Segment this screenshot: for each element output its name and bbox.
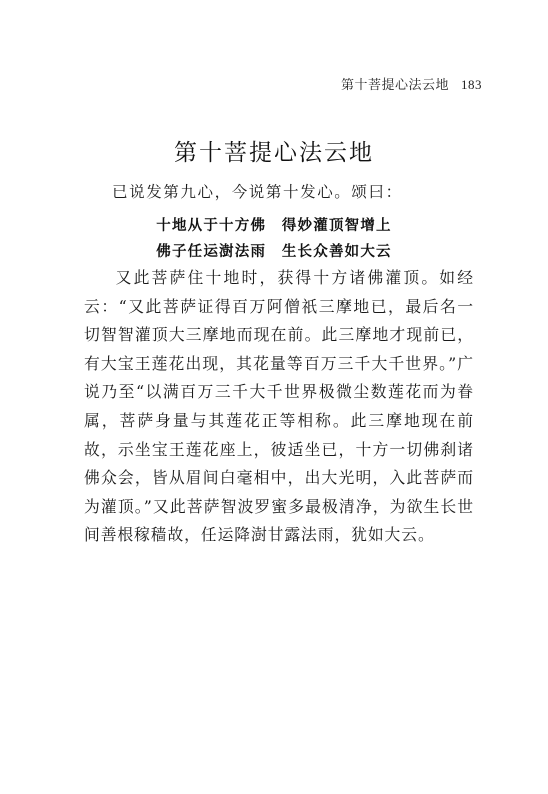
chapter-title: 第十菩提心法云地 [174,140,374,166]
verse-line-1: 十地从于十方佛 得妙灌顶智增上 [156,218,392,234]
verse-line-2: 佛子任运澍法雨 生长众善如大云 [156,244,392,260]
intro-line: 已说发第九心，今说第十发心。颂曰： [112,183,403,201]
body-paragraph: 又此菩萨住十地时，获得十方诸佛灌顶。如经云：“又此菩萨证得百万阿僧祇三摩地已，最后名一切智智灌顶大三摩地而现在前。此三摩地才现前已，有大宝王莲花出现，其花量等百万三千大千世界。”广说乃至“以满百万三千大千世界极微尘数莲花而为眷属，菩萨身量与其莲花正等相称。此三摩地现在前故，示坐宝王莲花座上，彼适坐已，十方一切佛刹诸佛众会，皆从眉间白毫相中，出大光明，入此菩萨而为灌顶。”又此菩萨智波罗蜜多最极清净，为欲生长世间善根稼穑故，任运降澍甘露法雨，犹如大云。 [84,268,474,545]
page-number: 183 [461,77,482,92]
running-header [341,74,482,93]
running-header-chapter: 第十菩提心法云地 [340,78,449,93]
